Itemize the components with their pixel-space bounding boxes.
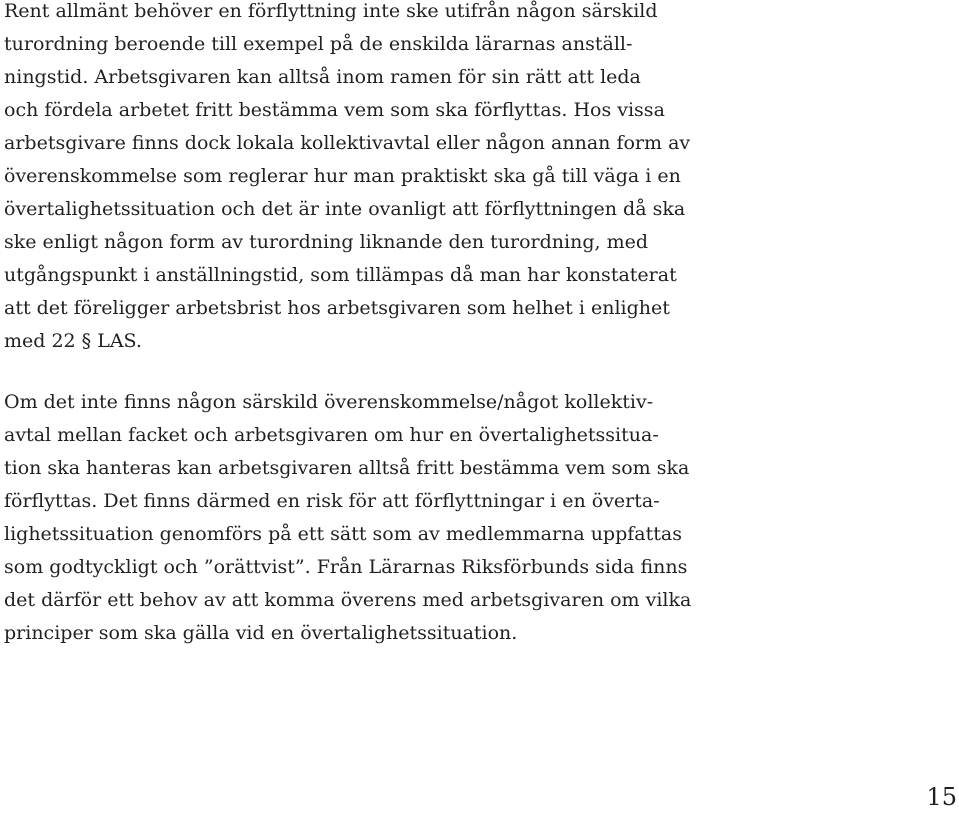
- paragraph-line: ske enligt någon form av turordning liknande den turordning, med: [4, 231, 649, 253]
- paragraph-line: Om det inte finns någon särskild överenskommelse/något kollektiv-: [4, 391, 654, 413]
- paragraph-line: arbetsgivare finns dock lokala kollektivavtal eller någon annan form av: [4, 132, 691, 154]
- paragraph-line: och fördela arbetet fritt bestämma vem som ska förflyttas. Hos vissa: [4, 99, 665, 121]
- paragraph-line: utgångspunkt i anställningstid, som tillämpas då man har konstaterat: [4, 264, 677, 286]
- paragraph-line: Rent allmänt behöver en förflyttning inte ske utifrån någon särskild: [4, 0, 658, 22]
- paragraph-line: överenskommelse som reglerar hur man praktiskt ska gå till väga i en: [4, 165, 681, 187]
- paragraph-line: lighetssituation genomförs på ett sätt som av medlemmarna uppfattas: [4, 523, 682, 545]
- paragraph-line: ningstid. Arbetsgivaren kan alltså inom ramen för sin rätt att leda: [4, 66, 641, 88]
- paragraph-2: [4, 386, 691, 650]
- paragraph-line: förflyttas. Det finns därmed en risk för att förflyttningar i en överta-: [4, 490, 660, 512]
- paragraph-1: [4, 0, 690, 358]
- paragraph-line: med 22 § LAS.: [4, 330, 142, 352]
- paragraph-line: principer som ska gälla vid en övertalighetssituation.: [4, 622, 518, 644]
- paragraph-line: att det föreligger arbetsbrist hos arbetsgivaren som helhet i enlighet: [4, 297, 670, 319]
- paragraph-line: avtal mellan facket och arbetsgivaren om hur en övertalighetssitua-: [4, 424, 659, 446]
- page-number: 15: [926, 783, 957, 811]
- paragraph-line: tion ska hanteras kan arbetsgivaren alltså fritt bestämma vem som ska: [4, 457, 690, 479]
- paragraph-line: det därför ett behov av att komma överens med arbetsgivaren om vilka: [4, 589, 692, 611]
- paragraph-line: övertalighetssituation och det är inte ovanligt att förflyttningen då ska: [4, 198, 686, 220]
- paragraph-line: som godtyckligt och ”orättvist”. Från Lärarnas Riksförbunds sida finns: [4, 556, 688, 578]
- paragraph-line: turordning beroende till exempel på de enskilda lärarnas anställ-: [4, 33, 633, 55]
